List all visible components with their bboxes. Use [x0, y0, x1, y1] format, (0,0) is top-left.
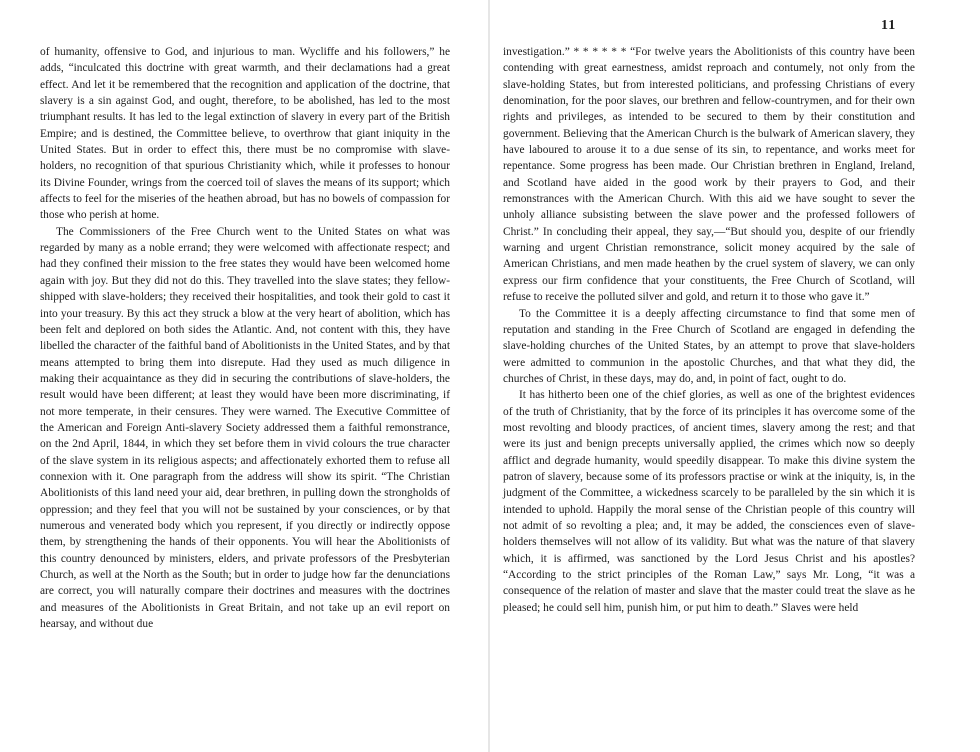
left-paragraph-continuation: of humanity, offensive to God, and injurious to man. Wycliffe and his followers,” he adds, “inculcated this doctrine with great warmth, and their declamations had a great effect. And let it be remembered that the recognition and application of the doctrine, that slavery is a sin against God, and ought, therefore, to be abolished, has led to the most triumphant results. It has led to the legal extinction of slavery in every part of the British Empire; and is destined, the Committee believe, to overthrow that giant iniquity in the United States. But in order to effect this, there must be no compromise with slave-holders, no recognition of that spurious Christianity which, while it professes to honour its Divine Founder, wrings from the coerced toil of slaves the means of its support; which affects to feel for the miseries of the heathen abroad, but has no bowels of compassion for those who perish at home. — [40, 46, 450, 222]
left-paragraph-commissioners: The Commissioners of the Free Church went to the United States on what was regarded by many as a noble errand; they were welcomed with affectionate respect; and had they confined their mission to the free states they would have been welcomed home again with joy. But they did not do this. They travelled into the slave states; they fellow-shipped with slave-holders; they received their hospitalities, and took their gold to cast it into your treasury. By this act they struck a blow at the very heart of abolition, which has been felt and deplored on both sides the Atlantic. And, not content with this, they have libelled the character of the faithful band of Abolitionists in the United States, and by that means attempted to bring them into disrepute. Had they used as much diligence in making their acquaintance as they did in securing the contributions of slave-holders, the result would have been different; at least they would have been more discriminating, if not more temperate, in their censures. They were warned. The Executive Committee of the American and Foreign Anti-slavery Society addressed them a faithful remonstrance, on the 2nd April, 1844, in which they set before them in vivid colours the true character of the slave system in its religious aspects; and affectionately exhorted them to refuse all connexion with it. One paragraph from the address will show its spirit. “The Christian Abolitionists of this land need your aid, dear brethren, in pulling down the strongholds of oppression; and they feel that you will not be sustained by your consciences, or by that numerous and venerated body which you represent, if you directly or indirectly oppose them, by strengthening the hands of their opponents. You will hear the Abolitionists of this country denounced by ministers, elders, and private professors of the Presbyterian Church, as well at the North as the South; but in order to judge how far the denunciations are correct, you will naturally compare their doctrines and measures with the doctrines and measures of the Abolitionists in Great Britain, and not take up an evil report on hearsay, and without due — [40, 225, 450, 631]
right-column — [503, 44, 915, 616]
page-gutter — [488, 0, 490, 752]
right-paragraph-committee: To the Committee it is a deeply affecting circumstance to find that some men of reputation and standing in the Free Church of Scotland are engaged in defending the slave-holding churches of the United States, by an attempt to prove that slave-holders were admitted to communion in the apostolic Churches, and that what they did, the churches of Christ, in these days, may do, and, in point of fact, ought to do. — [503, 307, 915, 385]
page-number: 11 — [881, 18, 897, 33]
left-column — [40, 44, 450, 632]
right-paragraph-glories: It has hitherto been one of the chief glories, as well as one of the brightest evidences of the truth of Christianity, that by the force of its principles it has overcome some of the most revolting and bloody practices, of ancient times, slavery among the rest; and that were its just and benign precepts universally applied, the crimes which now so deeply afflict and degrade humanity, would speedily disappear. To make this divine system the patron of slavery, because some of its professors practise or wink at the iniquity, is, in the judgment of the Committee, a wickedness scarcely to be paralleled by the sin which it is intended to uphold. Happily the moral sense of the Christian people of this country will not admit of so revolting a plea; and, it may be added, the consciences even of slave-holders themselves will not allow of its validity. But what was the nature of that slavery which, it is affirmed, was sanctioned by the Lord Jesus Christ and his apostles? “According to the strict principles of the Roman Law,” says Mr. Long, “it was a consequence of the relation of master and slave that the master could treat the slave as he pleased; he could sell him, punish him, or put him to death.” Slaves were held — [503, 389, 915, 614]
right-paragraph-continuation: investigation.” * * * * * * “For twelve years the Abolitionists of this country have been contending with great earnestness, amidst reproach and contumely, not only from the slave-holding States, but from interested politicians, and professing Christians of every denomination, for the poor slaves, our brethren and fellow-countrymen, and for their own rights and privileges, as intended to be secured to them by their constitution and government. Believing that the American Church is the bulwark of American slavery, they have laboured to arouse it to a due sense of its sin, to repentance, and works meet for repentance. Some progress has been made. Our Christian brethren in England, Ireland, and Scotland have aided in the good work by their prayers to God, and their remonstrances with the American Church. With this aid we have sought to sever the unholy alliance subsisting between the slave power and the professed followers of Christ.” In concluding their appeal, they say,—“But should you, despite of our friendly warning and urgent Christian remonstrance, solicit money acquired by the sale of American Christians, and men made heathen by the cruel system of slavery, we can only express our firm confidence that your constituents, the Free Church of Scotland, will refuse to receive the polluted silver and gold, and return it to those who gave it.” — [503, 46, 915, 304]
